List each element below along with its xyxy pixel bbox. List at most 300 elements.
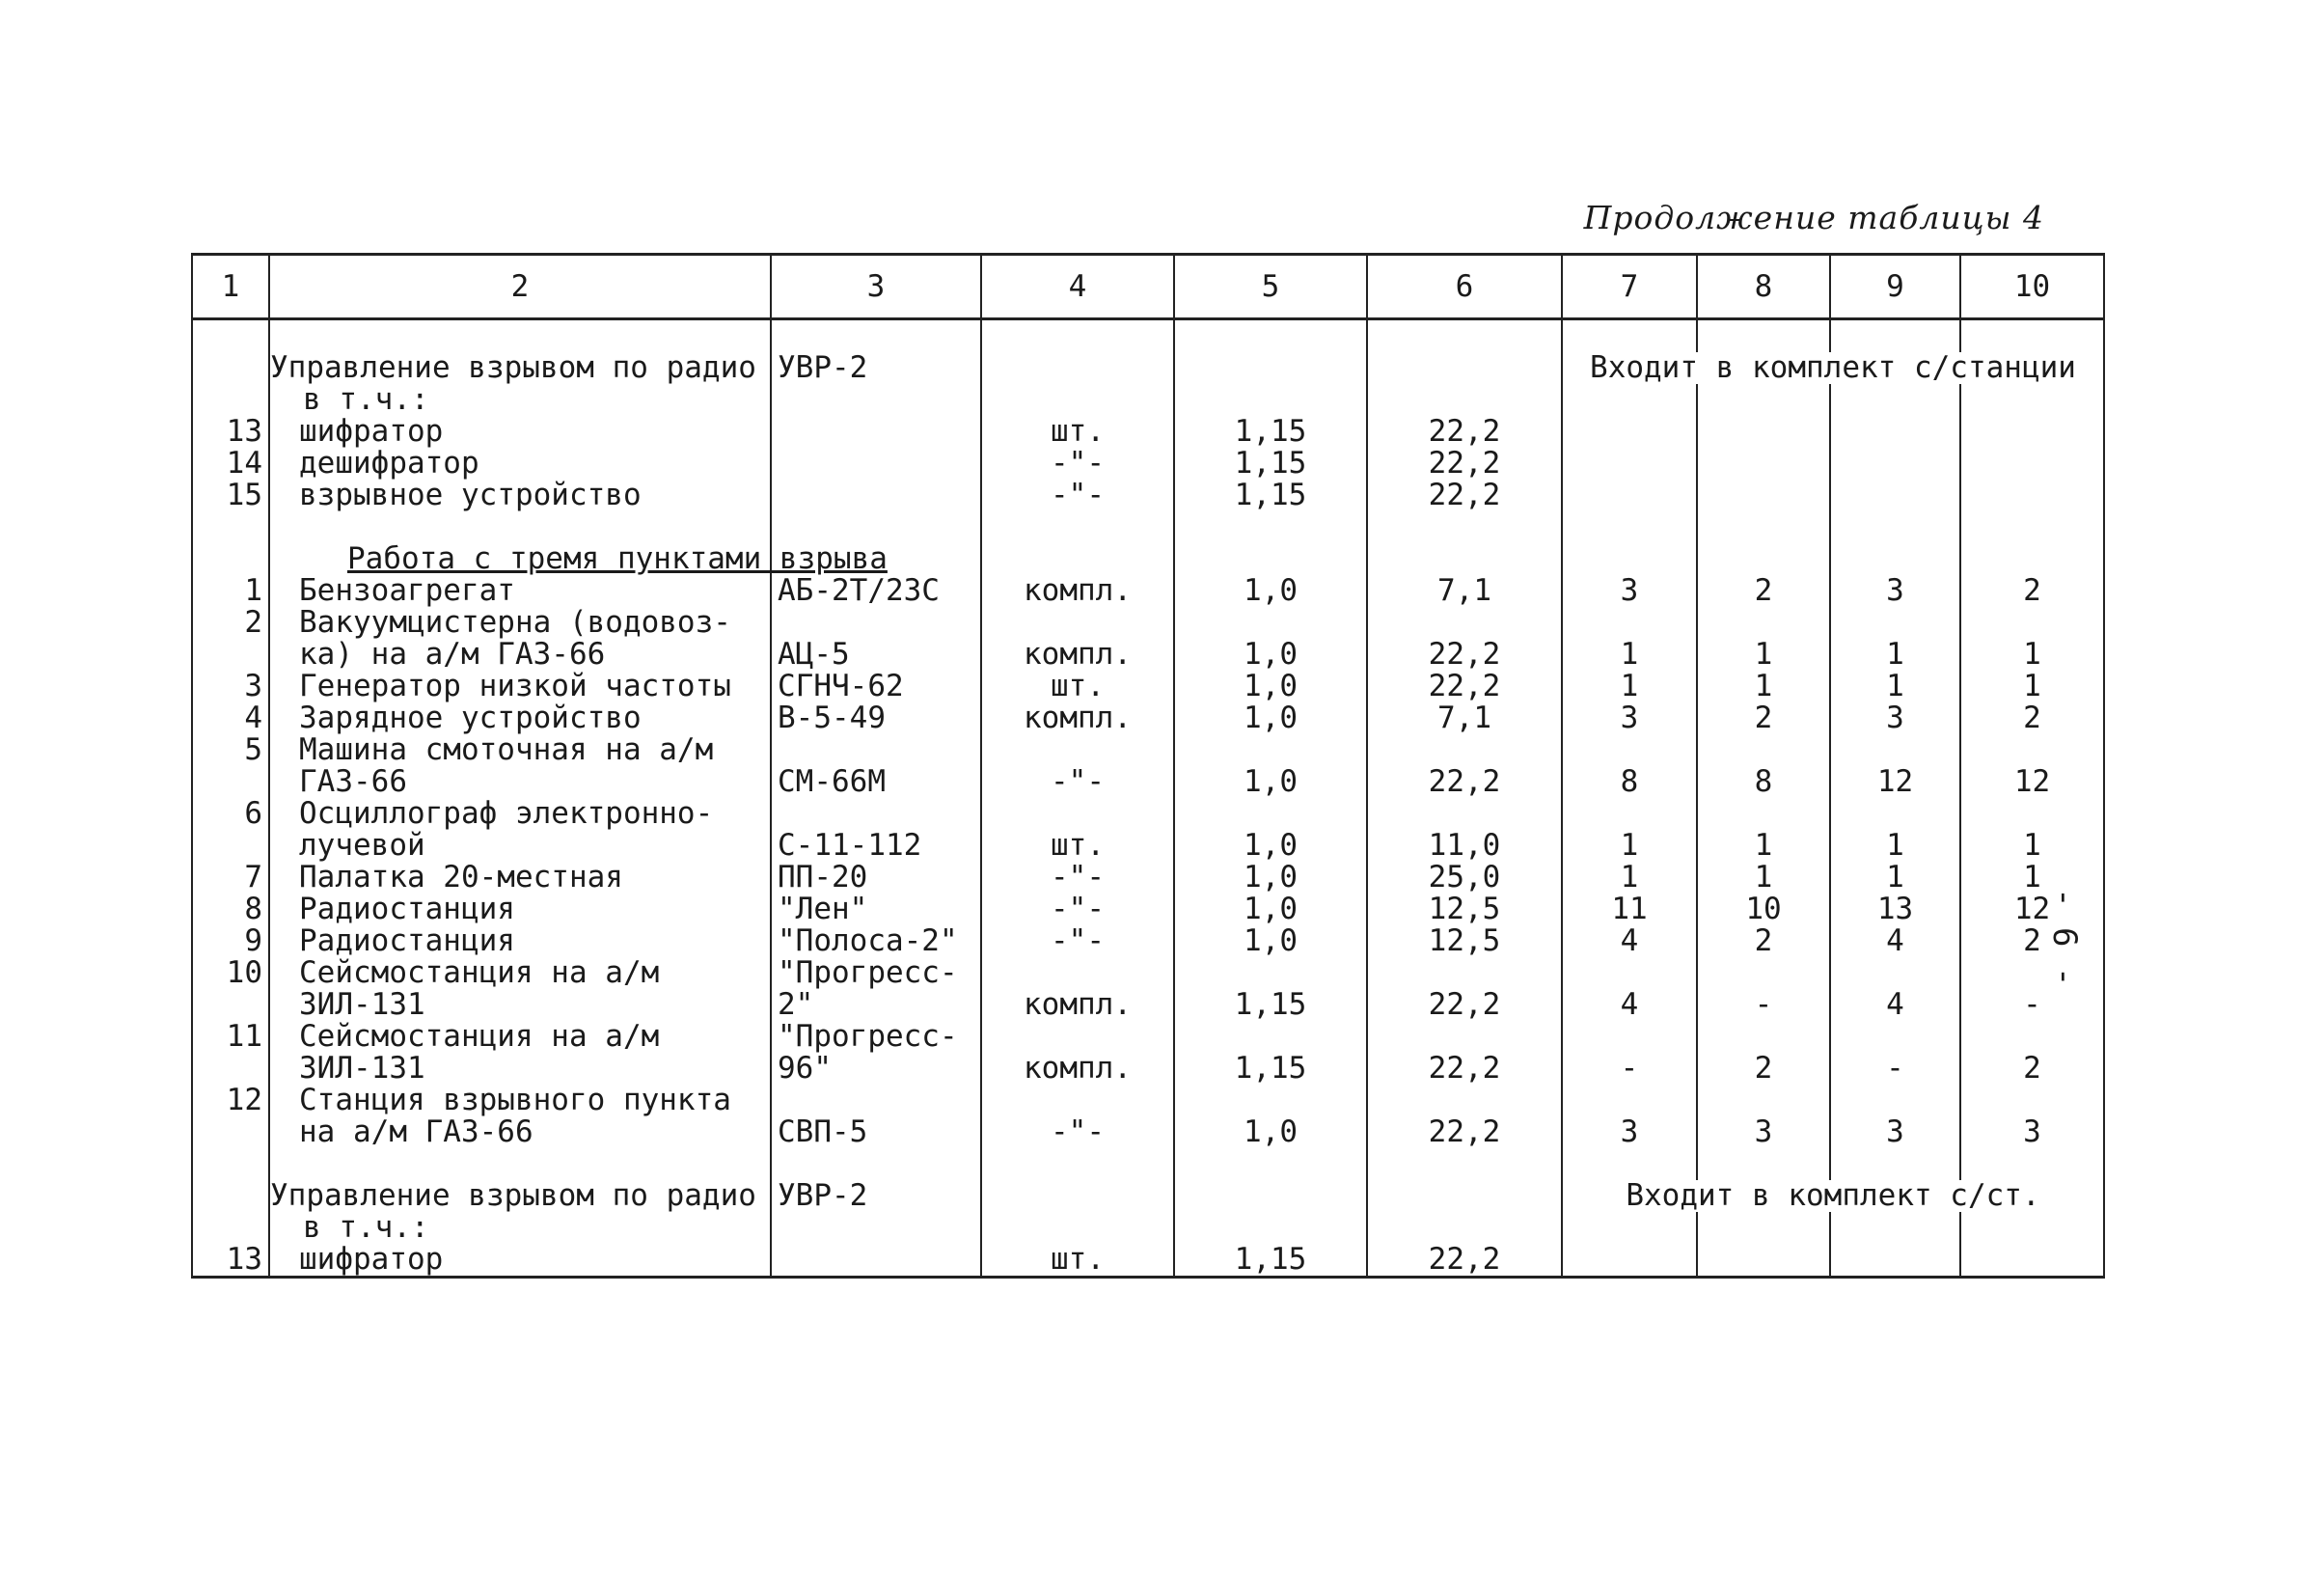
value-col-6: 22,2: [1367, 1116, 1562, 1148]
value-col-5: 1,15: [1174, 448, 1367, 480]
table-row: [192, 607, 2104, 639]
row-number: 15: [192, 480, 269, 511]
value-col-8: [1697, 480, 1830, 511]
empty-cell: [981, 543, 1174, 575]
item-name: ЗИЛ-131: [269, 989, 771, 1021]
value-col-5: 1,0: [1174, 766, 1367, 798]
value-col-7: [1562, 416, 1697, 448]
row-number: 4: [192, 702, 269, 734]
value-col-8: 10: [1697, 894, 1830, 925]
value-col-6: [1367, 607, 1562, 639]
value-col-8: [1697, 1244, 1830, 1278]
value-col-10: 2: [1960, 575, 2104, 607]
value-col-5: [1174, 607, 1367, 639]
empty-cell: [1174, 352, 1367, 384]
value-col-8: 1: [1697, 639, 1830, 671]
item-name: Вакуумцистерна (водовоз-: [269, 607, 771, 639]
value-col-6: 22,2: [1367, 1053, 1562, 1085]
empty-cell: [1960, 511, 2104, 543]
value-col-7: -: [1562, 1053, 1697, 1085]
table-row: [192, 1053, 2104, 1085]
value-col-7: 1: [1562, 639, 1697, 671]
table-row: [192, 798, 2104, 830]
value-col-5: 1,15: [1174, 1053, 1367, 1085]
value-col-10: [1960, 1085, 2104, 1116]
column-header-10: 10: [1960, 255, 2104, 319]
value-col-10: [1960, 448, 2104, 480]
item-name: Палатка 20-местная: [269, 862, 771, 894]
item-unit: -"-: [981, 480, 1174, 511]
item-mark: СВП-5: [771, 1116, 981, 1148]
value-col-10: 12: [1960, 894, 2104, 925]
item-unit: компл.: [981, 575, 1174, 607]
value-col-6: 7,1: [1367, 575, 1562, 607]
column-header-8: 8: [1697, 255, 1830, 319]
table-row: [192, 1244, 2104, 1278]
row-number: 11: [192, 1021, 269, 1053]
spacer-row: [192, 511, 2104, 543]
table-row: [192, 989, 2104, 1021]
item-unit: -"-: [981, 766, 1174, 798]
table-row: [192, 830, 2104, 862]
table-row: [192, 862, 2104, 894]
value-col-7: [1562, 480, 1697, 511]
item-unit: [981, 607, 1174, 639]
value-col-9: [1830, 798, 1960, 830]
empty-cell: [1697, 1148, 1830, 1180]
row-number: [192, 352, 269, 384]
row-number: [192, 1116, 269, 1148]
item-mark: "Полоса-2": [771, 925, 981, 957]
item-name: в т.ч.:: [269, 384, 771, 416]
value-col-9: 3: [1830, 702, 1960, 734]
value-col-9: 13: [1830, 894, 1960, 925]
item-name: Управление взрывом по радио: [269, 352, 771, 384]
item-name: дешифратор: [269, 448, 771, 480]
item-name: Управление взрывом по радио: [269, 1180, 771, 1212]
item-name: Генератор низкой частоты: [269, 671, 771, 702]
value-col-9: 1: [1830, 639, 1960, 671]
empty-cell: [1562, 1212, 1697, 1244]
empty-cell: [1697, 384, 1830, 416]
empty-cell: [1830, 319, 1960, 353]
empty-cell: [1960, 1212, 2104, 1244]
value-col-6: [1367, 1021, 1562, 1053]
value-col-5: 1,15: [1174, 1244, 1367, 1278]
item-unit: компл.: [981, 702, 1174, 734]
empty-cell: [192, 319, 269, 353]
value-col-8: 1: [1697, 830, 1830, 862]
column-header-4: 4: [981, 255, 1174, 319]
item-unit: шт.: [981, 671, 1174, 702]
empty-cell: [771, 384, 981, 416]
value-col-7: 3: [1562, 575, 1697, 607]
header-row: [192, 255, 2104, 319]
empty-cell: [1562, 384, 1697, 416]
value-col-8: 1: [1697, 862, 1830, 894]
item-name: Сейсмостанция на а/м: [269, 957, 771, 989]
value-col-8: 2: [1697, 925, 1830, 957]
item-unit: [981, 798, 1174, 830]
value-col-9: 1: [1830, 671, 1960, 702]
value-col-8: 3: [1697, 1116, 1830, 1148]
column-header-9: 9: [1830, 255, 1960, 319]
value-col-7: [1562, 1021, 1697, 1053]
empty-cell: [192, 511, 269, 543]
item-unit: -"-: [981, 1116, 1174, 1148]
value-col-10: [1960, 1021, 2104, 1053]
empty-cell: [1960, 1148, 2104, 1180]
value-col-6: 12,5: [1367, 925, 1562, 957]
item-mark: [771, 416, 981, 448]
value-col-9: 4: [1830, 925, 1960, 957]
row-number: 8: [192, 894, 269, 925]
value-col-10: 2: [1960, 1053, 2104, 1085]
table-row: [192, 766, 2104, 798]
group-row: [192, 352, 2104, 384]
column-header-7: 7: [1562, 255, 1697, 319]
empty-cell: [1562, 543, 1697, 575]
item-unit: шт.: [981, 830, 1174, 862]
section-title: Работа с тремя пунктами взрыва: [269, 543, 771, 575]
value-col-6: 22,2: [1367, 1244, 1562, 1278]
value-col-7: [1562, 798, 1697, 830]
value-col-8: [1697, 1085, 1830, 1116]
empty-cell: [1562, 511, 1697, 543]
value-col-6: 22,2: [1367, 416, 1562, 448]
value-col-10: 3: [1960, 1116, 2104, 1148]
item-name: Радиостанция: [269, 894, 771, 925]
value-col-7: [1562, 607, 1697, 639]
value-col-6: 22,2: [1367, 480, 1562, 511]
item-mark: СГНЧ-62: [771, 671, 981, 702]
row-number: 6: [192, 798, 269, 830]
item-unit: компл.: [981, 989, 1174, 1021]
value-col-7: 11: [1562, 894, 1697, 925]
value-col-5: 1,0: [1174, 894, 1367, 925]
empty-cell: [1830, 1148, 1960, 1180]
value-col-5: 1,0: [1174, 702, 1367, 734]
empty-cell: [1367, 319, 1562, 353]
empty-cell: [192, 1148, 269, 1180]
value-col-5: 1,15: [1174, 989, 1367, 1021]
row-number: 1: [192, 575, 269, 607]
item-mark: 2": [771, 989, 981, 1021]
item-mark: [771, 1085, 981, 1116]
item-unit: [981, 1085, 1174, 1116]
value-col-9: [1830, 1021, 1960, 1053]
value-col-5: [1174, 734, 1367, 766]
item-mark: "Прогресс-: [771, 1021, 981, 1053]
value-col-9: 12: [1830, 766, 1960, 798]
table-row: [192, 480, 2104, 511]
value-col-8: [1697, 448, 1830, 480]
row-number: 2: [192, 607, 269, 639]
value-col-9: [1830, 1244, 1960, 1278]
empty-cell: [1367, 352, 1562, 384]
item-mark: [771, 607, 981, 639]
value-col-6: [1367, 1085, 1562, 1116]
table-row: [192, 1116, 2104, 1148]
table-row: [192, 925, 2104, 957]
value-col-10: -: [1960, 989, 2104, 1021]
item-mark: "Прогресс-: [771, 957, 981, 989]
value-col-10: [1960, 1244, 2104, 1278]
empty-cell: [981, 1212, 1174, 1244]
row-number: 7: [192, 862, 269, 894]
value-col-6: 22,2: [1367, 448, 1562, 480]
empty-cell: [1367, 384, 1562, 416]
row-number: [192, 830, 269, 862]
item-mark: [771, 734, 981, 766]
empty-cell: [1562, 1148, 1697, 1180]
value-col-7: 3: [1562, 1116, 1697, 1148]
empty-cell: [1697, 319, 1830, 353]
row-number: [192, 384, 269, 416]
item-mark: [771, 1244, 981, 1278]
table-row: [192, 702, 2104, 734]
item-name: Сейсмостанция на а/м: [269, 1021, 771, 1053]
empty-cell: [1830, 543, 1960, 575]
empty-cell: [771, 319, 981, 353]
section-heading-row: [192, 543, 2104, 575]
empty-cell: [981, 352, 1174, 384]
item-name: ЗИЛ-131: [269, 1053, 771, 1085]
empty-cell: [1174, 319, 1367, 353]
spacer-row: [192, 1148, 2104, 1180]
table-row: [192, 734, 2104, 766]
value-col-9: -: [1830, 1053, 1960, 1085]
value-col-8: [1697, 798, 1830, 830]
value-col-9: 3: [1830, 575, 1960, 607]
value-col-10: 1: [1960, 862, 2104, 894]
row-number: 13: [192, 1244, 269, 1278]
value-col-9: 1: [1830, 862, 1960, 894]
value-col-5: 1,0: [1174, 575, 1367, 607]
item-unit: [981, 957, 1174, 989]
value-col-10: 2: [1960, 925, 2104, 957]
item-unit: -"-: [981, 925, 1174, 957]
value-col-7: 3: [1562, 702, 1697, 734]
empty-cell: [1960, 543, 2104, 575]
item-name: шифратор: [269, 416, 771, 448]
value-col-5: [1174, 1085, 1367, 1116]
item-name: взрывное устройство: [269, 480, 771, 511]
empty-cell: [1367, 511, 1562, 543]
value-col-7: 4: [1562, 989, 1697, 1021]
value-col-8: 2: [1697, 702, 1830, 734]
spacer-row: [192, 319, 2104, 353]
group-note: Входит в комплект с/станции: [1562, 352, 2104, 384]
empty-cell: [1697, 1212, 1830, 1244]
value-col-7: [1562, 448, 1697, 480]
value-col-6: 12,5: [1367, 894, 1562, 925]
value-col-8: [1697, 957, 1830, 989]
table-row: [192, 639, 2104, 671]
row-number: 3: [192, 671, 269, 702]
empty-cell: [269, 511, 771, 543]
item-name: Станция взрывного пункта: [269, 1085, 771, 1116]
row-number: [192, 989, 269, 1021]
item-mark: УВР-2: [771, 1180, 981, 1212]
item-unit: [981, 1021, 1174, 1053]
value-col-7: [1562, 734, 1697, 766]
empty-cell: [1174, 511, 1367, 543]
value-col-9: [1830, 1085, 1960, 1116]
row-number: 10: [192, 957, 269, 989]
value-col-8: 2: [1697, 575, 1830, 607]
row-number: [192, 543, 269, 575]
subheading-row: [192, 1212, 2104, 1244]
row-number: [192, 1212, 269, 1244]
empty-cell: [771, 1148, 981, 1180]
row-number: 5: [192, 734, 269, 766]
empty-cell: [1174, 1148, 1367, 1180]
column-header-5: 5: [1174, 255, 1367, 319]
empty-cell: [269, 319, 771, 353]
column-header-3: 3: [771, 255, 981, 319]
value-col-6: 22,2: [1367, 989, 1562, 1021]
value-col-6: 25,0: [1367, 862, 1562, 894]
item-unit: компл.: [981, 1053, 1174, 1085]
value-col-10: [1960, 480, 2104, 511]
column-header-2: 2: [269, 255, 771, 319]
row-number: 13: [192, 416, 269, 448]
value-col-6: 22,2: [1367, 671, 1562, 702]
value-col-8: [1697, 607, 1830, 639]
value-col-10: [1960, 416, 2104, 448]
item-name: ГАЗ-66: [269, 766, 771, 798]
value-col-10: [1960, 734, 2104, 766]
value-col-10: 1: [1960, 639, 2104, 671]
value-col-7: [1562, 1085, 1697, 1116]
empty-cell: [1960, 384, 2104, 416]
value-col-9: [1830, 416, 1960, 448]
value-col-6: 7,1: [1367, 702, 1562, 734]
item-name: Зарядное устройство: [269, 702, 771, 734]
value-col-7: [1562, 1244, 1697, 1278]
item-mark: 96": [771, 1053, 981, 1085]
subheading-row: [192, 384, 2104, 416]
empty-cell: [1367, 543, 1562, 575]
value-col-10: 12: [1960, 766, 2104, 798]
value-col-5: 1,0: [1174, 862, 1367, 894]
value-col-8: [1697, 1021, 1830, 1053]
table-row: [192, 575, 2104, 607]
item-name: лучевой: [269, 830, 771, 862]
empty-cell: [1367, 1212, 1562, 1244]
table-row: [192, 1021, 2104, 1053]
equipment-table: [191, 253, 2105, 1279]
item-name: ка) на а/м ГАЗ-66: [269, 639, 771, 671]
empty-cell: [981, 1180, 1174, 1212]
value-col-6: 22,2: [1367, 766, 1562, 798]
item-unit: шт.: [981, 1244, 1174, 1278]
empty-cell: [1697, 511, 1830, 543]
item-unit: -"-: [981, 862, 1174, 894]
value-col-5: 1,15: [1174, 416, 1367, 448]
value-col-5: [1174, 1021, 1367, 1053]
value-col-8: [1697, 416, 1830, 448]
item-mark: СМ-66М: [771, 766, 981, 798]
item-name: Радиостанция: [269, 925, 771, 957]
empty-cell: [1367, 1180, 1562, 1212]
value-col-7: 4: [1562, 925, 1697, 957]
empty-cell: [1367, 1148, 1562, 1180]
item-mark: [771, 448, 981, 480]
item-mark: В-5-49: [771, 702, 981, 734]
item-mark: С-11-112: [771, 830, 981, 862]
value-col-7: 8: [1562, 766, 1697, 798]
value-col-7: [1562, 957, 1697, 989]
value-col-5: 1,0: [1174, 830, 1367, 862]
table-row: [192, 671, 2104, 702]
value-col-9: [1830, 734, 1960, 766]
value-col-7: 1: [1562, 830, 1697, 862]
empty-cell: [771, 511, 981, 543]
column-header-6: 6: [1367, 255, 1562, 319]
empty-cell: [771, 1212, 981, 1244]
value-col-6: [1367, 957, 1562, 989]
value-col-10: [1960, 798, 2104, 830]
value-col-9: 3: [1830, 1116, 1960, 1148]
row-number: [192, 1053, 269, 1085]
table-caption: Продолжение таблицы 4: [1583, 199, 2044, 236]
value-col-8: 2: [1697, 1053, 1830, 1085]
value-col-5: 1,0: [1174, 671, 1367, 702]
empty-cell: [269, 1148, 771, 1180]
table-row: [192, 957, 2104, 989]
row-number: 14: [192, 448, 269, 480]
empty-cell: [1697, 543, 1830, 575]
value-col-5: 1,0: [1174, 1116, 1367, 1148]
value-col-8: 8: [1697, 766, 1830, 798]
value-col-10: 2: [1960, 702, 2104, 734]
value-col-10: 1: [1960, 830, 2104, 862]
empty-cell: [981, 1148, 1174, 1180]
value-col-8: -: [1697, 989, 1830, 1021]
value-col-5: 1,0: [1174, 639, 1367, 671]
empty-cell: [981, 319, 1174, 353]
empty-cell: [1174, 1180, 1367, 1212]
item-name: на а/м ГАЗ-66: [269, 1116, 771, 1148]
table-row: [192, 416, 2104, 448]
table-row: [192, 894, 2104, 925]
value-col-8: [1697, 734, 1830, 766]
empty-cell: [1830, 384, 1960, 416]
value-col-5: [1174, 798, 1367, 830]
item-mark: АЦ-5: [771, 639, 981, 671]
value-col-9: [1830, 607, 1960, 639]
value-col-10: [1960, 607, 2104, 639]
value-col-5: 1,0: [1174, 925, 1367, 957]
item-name: Машина смоточная на а/м: [269, 734, 771, 766]
item-mark: [771, 480, 981, 511]
row-number: 9: [192, 925, 269, 957]
empty-cell: [1960, 319, 2104, 353]
value-col-6: [1367, 734, 1562, 766]
empty-cell: [1830, 1212, 1960, 1244]
table-row: [192, 1085, 2104, 1116]
item-name: Осциллограф электронно-: [269, 798, 771, 830]
value-col-6: 22,2: [1367, 639, 1562, 671]
row-number: [192, 1180, 269, 1212]
value-col-7: 1: [1562, 671, 1697, 702]
column-header-1: 1: [192, 255, 269, 319]
value-col-9: [1830, 957, 1960, 989]
item-unit: -"-: [981, 894, 1174, 925]
group-row: [192, 1180, 2104, 1212]
